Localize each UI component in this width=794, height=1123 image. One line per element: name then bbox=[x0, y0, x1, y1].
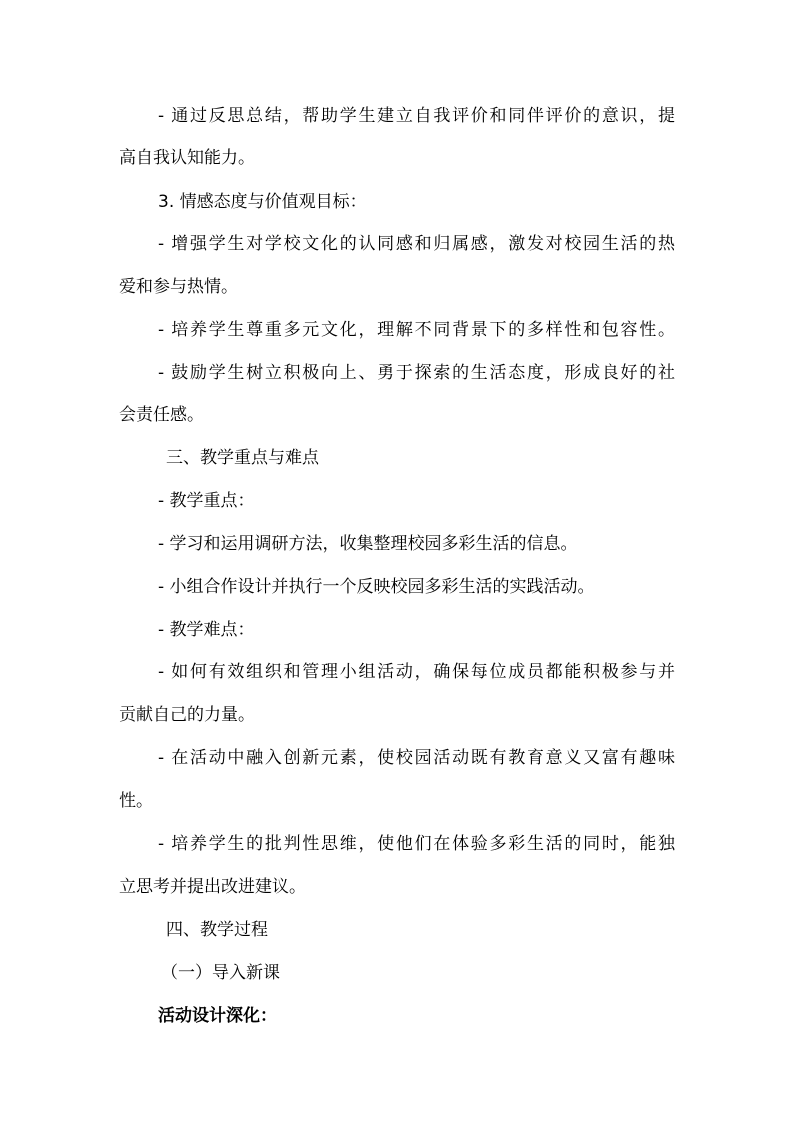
paragraph-critical-thinking-line-1: - 培养学生的批判性思维，使他们在体验多彩生活的同时，能独 bbox=[158, 834, 675, 854]
paragraph-group-management-line-2: 贡献自己的力量。 bbox=[119, 705, 255, 725]
paragraph-critical-thinking-line-2: 立思考并提出改进建议。 bbox=[119, 877, 306, 897]
subheading-teaching-focus: - 教学重点： bbox=[158, 491, 255, 511]
paragraph-research-methods: - 学习和运用调研方法，收集整理校园多彩生活的信息。 bbox=[158, 534, 578, 554]
section-heading-key-points: 三、教学重点与难点 bbox=[166, 448, 319, 468]
section-heading-teaching-process: 四、教学过程 bbox=[166, 920, 268, 940]
paragraph-school-culture-line-2: 爱和参与热情。 bbox=[119, 277, 238, 297]
paragraph-multicultural: - 培养学生尊重多元文化，理解不同背景下的多样性和包容性。 bbox=[158, 320, 675, 340]
subsection-heading-introduction: （一）导入新课 bbox=[161, 963, 280, 983]
paragraph-activity-design: 活动设计深化： bbox=[158, 1006, 277, 1026]
paragraph-innovation-line-1: - 在活动中融入创新元素，使校园活动既有教育意义又富有趣味 bbox=[158, 748, 675, 768]
subheading-teaching-difficulty: - 教学难点： bbox=[158, 620, 255, 640]
paragraph-positive-attitude-line-1: - 鼓励学生树立积极向上、勇于探索的生活态度，形成良好的社 bbox=[158, 363, 675, 383]
paragraph-group-management-line-1: - 如何有效组织和管理小组活动，确保每位成员都能积极参与并 bbox=[158, 662, 675, 682]
paragraph-group-activity: - 小组合作设计并执行一个反映校园多彩生活的实践活动。 bbox=[158, 577, 595, 597]
paragraph-positive-attitude-line-2: 会责任感。 bbox=[119, 405, 204, 425]
paragraph-innovation-line-2: 性。 bbox=[119, 791, 153, 811]
paragraph-school-culture-line-1: - 增强学生对学校文化的认同感和归属感，激发对校园生活的热 bbox=[158, 234, 675, 254]
heading-emotional-goals: 3. 情感态度与价值观目标： bbox=[158, 192, 367, 212]
paragraph-reflection-summary-line-2: 高自我认知能力。 bbox=[119, 148, 255, 168]
paragraph-reflection-summary-line-1: - 通过反思总结，帮助学生建立自我评价和同伴评价的意识，提 bbox=[158, 106, 675, 126]
